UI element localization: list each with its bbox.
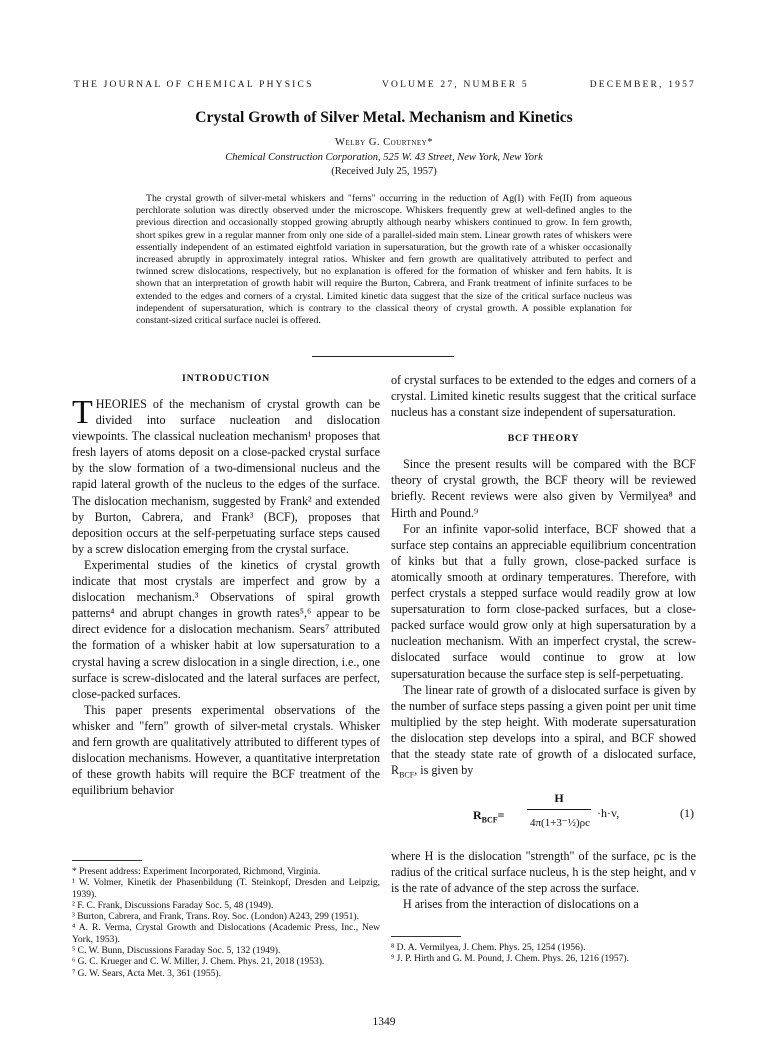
bcf-subscript: BCF [399,770,415,780]
introduction-heading: INTRODUCTION [182,373,270,384]
issue-date: DECEMBER, 1957 [589,80,696,90]
journal-name: THE JOURNAL OF CHEMICAL PHYSICS [74,80,314,90]
equation-denominator: 4π(1+3⁻½)ρc [529,816,590,829]
section-divider [312,356,454,357]
footnote-rule [72,860,142,861]
equation-lhs [473,807,505,828]
volume-number: VOLUME 27, NUMBER 5 [382,80,529,90]
equation-lhs-subscript: BCF [481,814,498,824]
intro-paragraph-2: Experimental studies of the kinetics of crystal growth indicate that most crystals are imperfect and grow by a dislocation mechanism.³ Observations of spiral growth patterns⁴ and abrupt changes in growth rates⁵,⁶ appear to be direct evidence for a dislocation mechanism. Sears⁷ attributed the formation of a whisker habit at low supersaturation to a crystal having a screw dislocation in a single direction, i.e., one surface is screw-dislocated and the lateral surfaces are perfect, close-packed surfaces. [72,557,380,701]
bcf-paragraph-3-text: The linear rate of growth of a dislocated surface is given by the number of surface steps passing a given point per unit time multiplied by the step height. With moderate supersaturation the dislocation step develops into a spiral, and BCF showed that the steady state rate of growth of a dislocated surface, R [391,682,696,778]
footnotes-right [391,936,696,966]
bcf-theory-heading: BCF THEORY [507,433,580,445]
footnote: ⁹ J. P. Hirth and G. M. Pound, J. Chem. Phys. 26, 1216 (1957). [391,954,629,965]
footnote: ² F. C. Frank, Discussions Faraday Soc. 5, 48 (1949). [72,900,274,911]
page-number: 1349 [372,1016,396,1028]
running-header [74,80,696,94]
article-title: Crystal Growth of Silver Metal. Mechanism and Kinetics [195,109,573,126]
footnote: ³ Burton, Cabrera, and Frank, Trans. Roy. Soc. (London) A243, 299 (1951). [72,912,359,923]
bcf-paragraph-1: Since the present results will be compared with the BCF theory of crystal growth, the BCF theory will be reviewed briefly. Recent reviews were also given by Vermilyea⁸ and Hirth and Pound.⁹ [391,457,696,520]
bcf-paragraph-2: For an infinite vapor-solid interface, BCF showed that a surface step contains an appreciable equilibrium concentration of kinks but that a fully grown, close-packed surface is atomically smooth at ordinary temperatures. Therefore, with perfect crystals a stepped surface would readily grow at low supersaturation to form close-packed surfaces, but a close-packed surface would grow only at high supersaturation by a nucleation mechanism. With an imperfect crystal, the screw-dislocated surface would continue to grow at low supersaturation because the surface step is self-perpetuating. [391,521,696,681]
drop-cap: T [72,394,93,431]
footnote: ⁴ A. R. Verma, Crystal Growth and Dislocations (Academic Press, Inc., New York, 1953). [72,923,380,945]
left-column [72,372,380,798]
abstract: The crystal growth of silver-metal whiskers and "ferns" occurring in the reduction of Ag(I) with Fe(II) from aqueous perchlorate solution was directly observed under the microscope. Whiskers frequently grew at well-defined angles to the previous direction and occasionally stopped growing abruptly although nearby whiskers continued to grow. In fern growth, short spikes grew in a regular manner from only one side of a parallel-sided main stem. Linear growth rates of whiskers were essentially independent of an estimated eightfold variation in supersaturation, but the growth rate of a whisker occasionally increased abruptly in approximately integral ratios. Whisker and fern growth are qualitatively attributed to perfect and twinned screw dislocations, respectively, but no explanation is offered for the formation of whisker and fern habits. It is shown that an interpretation of growth habit will require the Burton, Cabrera, and Frank treatment of infinite surfaces to be extended to the edges and corners of a crystal. Limited kinetic data suggest that the size of the critical surface nucleus was independent of supersaturation, which is contrary to the classical theory of crystal growth. A possible explanation for constant-sized critical surface nuclei is offered. [136,193,632,327]
equation-number: (1) [680,805,694,820]
intro-paragraph-3: This paper presents experimental observations of the whisker and "fern" growth of silver-metal crystals. Whisker and fern growth are qualitatively attributed to different types of dislocation mechanisms. However, a quantitative interpretation of these growth habits will require the BCF treatment of the equilibrium behavior [72,702,380,798]
footnote: * Present address: Experiment Incorporated, Richmond, Virginia. [72,867,321,877]
fraction-bar [527,809,591,810]
equation-lhs-symbol: R [473,807,482,822]
bcf-paragraph-5: H arises from the interaction of dislocations on a [403,896,639,911]
author-name: Welby G. Courtney* [335,137,433,148]
footnotes-left [72,860,380,980]
author-affiliation: Chemical Construction Corporation, 525 W. 43 Street, New York, New York [225,152,543,163]
equation-equals: = [497,807,505,822]
footnote: ⁷ G. W. Sears, Acta Met. 3, 361 (1955). [72,968,221,979]
intro-paragraph-4: of crystal surfaces to be extended to the edges and corners of a crystal. Limited kinetic results suggest that the critical surface nucleus has a constant size independent of supersaturation. [391,373,696,420]
right-column [391,372,696,912]
footnote-rule [391,936,461,937]
footnote: ¹ W. Volmer, Kinetik der Phasenbildung (T. Steinkopf, Dresden and Leipzig, 1939). [72,878,380,900]
equation-rhs: ·h·v, [597,805,620,820]
footnote: ⁵ C. W. Bunn, Discussions Faraday Soc. 5, 132 (1949). [72,946,281,957]
footnote: ⁶ G. C. Krueger and C. W. Miller, J. Chem. Phys. 21, 2018 (1953). [72,957,325,968]
equation-1 [391,790,696,840]
equation-numerator: H [554,790,564,805]
bcf-paragraph-3-end: , is given by [414,763,474,778]
received-date: (Received July 25, 1957) [331,166,437,177]
intro-paragraph-1-text: HEORIES of the mechanism of crystal growth can be divided into surface nucleation and dislocation viewpoints. The classical nucleation mechanism¹ proposes that fresh layers of atoms deposit on a close-packed crystal surface by the slow formation of a two-dimensional nucleus and the rapid lateral growth of the nucleus to the edges of the surface. The dislocation mechanism, suggested by Frank² and extended by Burton, Cabrera, and Frank³ (BCF), proposes that deposition occurs at the self-perpetuating surface steps caused by a screw dislocation emerging from the crystal surface. [72,397,380,556]
intro-paragraph-1 [72,396,380,557]
footnote: ⁸ D. A. Vermilyea, J. Chem. Phys. 25, 1254 (1956). [391,943,586,953]
bcf-paragraph-3 [391,682,696,784]
bcf-paragraph-4: where H is the dislocation "strength" of the surface, ρc is the radius of the critical surface nucleus, h is the step height, and v is the rate of advance of the step across the surface. [391,848,696,895]
